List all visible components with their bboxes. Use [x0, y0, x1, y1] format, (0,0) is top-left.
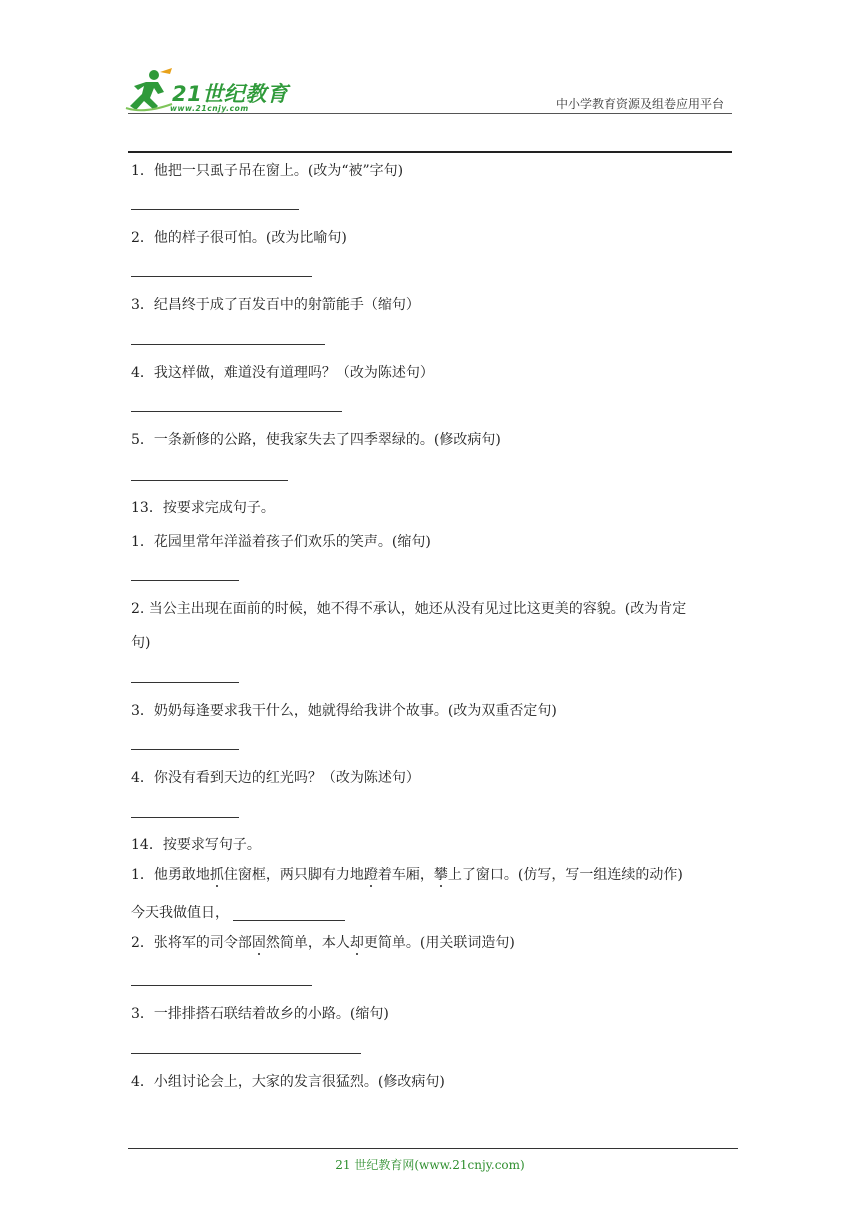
question-text: 2. 当公主出现在面前的时候，她不得不承认，她还从没有见过比这更美的容貌。(改为肯定 [131, 601, 687, 617]
question-text: 今天我做值日， [131, 903, 345, 923]
answer-line[interactable] [131, 209, 299, 210]
answer-line[interactable] [131, 985, 312, 986]
answer-line[interactable] [131, 411, 342, 412]
footer-divider [128, 1148, 738, 1149]
question-text: 5．一条新修的公路，使我家失去了四季翠绿的。(修改病句) [131, 432, 501, 448]
answer-line[interactable] [131, 682, 239, 683]
runner-logo-icon [124, 68, 174, 114]
answer-line[interactable] [131, 580, 239, 581]
answer-line[interactable] [131, 344, 325, 345]
question-text: 1．花园里常年洋溢着孩子们欢乐的笑声。(缩句) [131, 534, 431, 550]
question-text: 3．奶奶每逢要求我干什么，她就得给我讲个故事。(改为双重否定句) [131, 703, 557, 719]
question-text: 4．我这样做，难道没有道理吗？（改为陈述句） [131, 365, 434, 381]
emphasis-char: 攀 [433, 867, 448, 883]
question-text: 2．他的样子很可怕。(改为比喻句) [131, 230, 347, 246]
emphasis-char: 固 [251, 935, 266, 951]
logo-text: 21世纪教育 [172, 82, 289, 106]
emphasis-char: 却 [349, 935, 364, 951]
content-top-rule [128, 151, 732, 153]
question-text: 1．他勇敢地抓住窗框，两只脚有力地蹬着车厢，攀上了窗口。(仿写，写一组连续的动作) [131, 867, 683, 883]
answer-line[interactable] [131, 749, 239, 750]
question-text-continued: 句) [131, 635, 151, 651]
section-heading: 14．按要求写句子。 [131, 837, 261, 853]
question-text: 3．纪昌终于成了百发百中的射箭能手（缩句） [131, 297, 420, 313]
question-text: 2．张将军的司令部固然简单，本人却更简单。(用关联词造句) [131, 935, 515, 951]
footer-text: 21 世纪教育网(www.21cnjy.com) [335, 1158, 525, 1172]
answer-line[interactable] [131, 1053, 361, 1054]
answer-line[interactable] [131, 817, 239, 818]
header-divider [128, 113, 732, 114]
page-header [0, 0, 860, 160]
answer-line[interactable] [131, 480, 288, 481]
emphasis-char: 抓 [209, 867, 224, 883]
section-heading: 13．按要求完成句子。 [131, 500, 275, 516]
platform-title: 中小学教育资源及组卷应用平台 [555, 97, 724, 111]
question-text: 1．他把一只虱子吊在窗上。(改为“被”字句) [131, 163, 404, 179]
question-text: 4．小组讨论会上，大家的发言很猛烈。(修改病句) [131, 1074, 445, 1090]
question-text: 3．一排排搭石联结着故乡的小路。(缩句) [131, 1006, 389, 1022]
answer-line[interactable] [131, 276, 312, 277]
emphasis-char: 蹬 [363, 867, 378, 883]
question-text: 4．你没有看到天边的红光吗？（改为陈述句） [131, 770, 420, 786]
inline-answer-blank[interactable] [233, 906, 345, 921]
logo-url: www.21cnjy.com [170, 104, 249, 113]
